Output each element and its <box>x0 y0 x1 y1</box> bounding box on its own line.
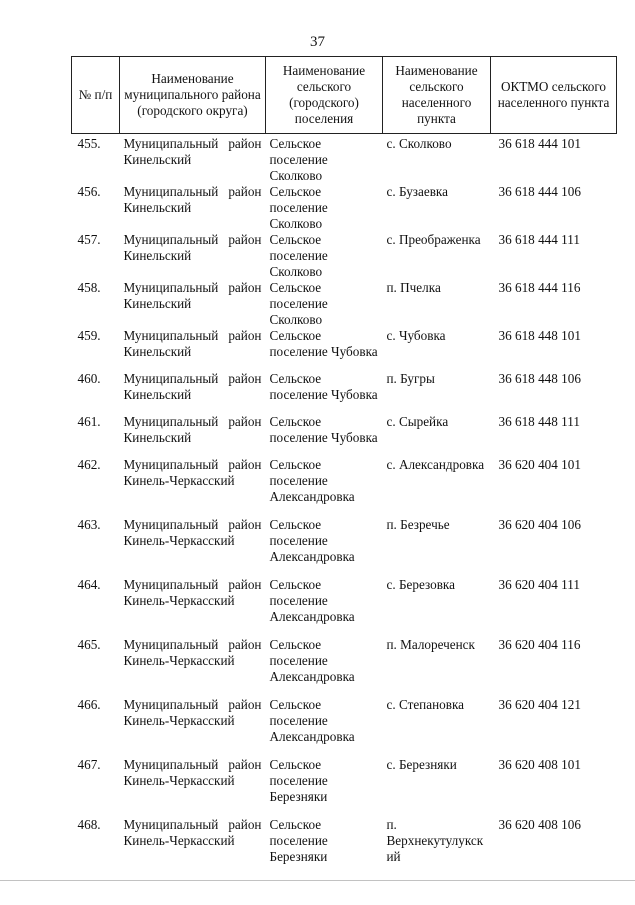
table-row <box>72 637 617 697</box>
cell-oktmo: 36 620 404 121 <box>498 697 581 712</box>
cell-district: Муниципальный район Кинельский <box>123 280 262 311</box>
cell-num: 462. <box>77 457 101 472</box>
cell-oktmo: 36 620 404 106 <box>498 517 581 532</box>
cell-locality: п. Малореченск <box>386 637 475 652</box>
table-header <box>72 57 617 134</box>
header-settlement: Наименование сельского (городского) поселения <box>266 57 383 134</box>
scan-artifact-line <box>0 880 635 881</box>
table-row <box>72 414 617 457</box>
settlements-table <box>71 56 617 877</box>
header-row <box>72 57 617 134</box>
cell-district: Муниципальный район Кинель-Черкасский <box>123 757 262 788</box>
table-row <box>72 184 617 232</box>
cell-settlement: Сельское поселение Чубовка <box>269 328 378 359</box>
header-district: Наименование муниципального района (городского округа) <box>120 57 266 134</box>
cell-settlement: Сельское поселение Чубовка <box>269 414 378 445</box>
header-oktmo: ОКТМО сельского населенного пункта <box>491 57 617 134</box>
cell-district: Муниципальный район Кинель-Черкасский <box>123 457 262 488</box>
cell-oktmo: 36 618 448 106 <box>498 371 581 386</box>
cell-district: Муниципальный район Кинельский <box>123 136 262 167</box>
table-row <box>72 757 617 817</box>
cell-oktmo: 36 620 404 111 <box>498 577 580 592</box>
cell-oktmo: 36 618 444 106 <box>498 184 581 199</box>
cell-num: 460. <box>77 371 101 386</box>
cell-oktmo: 36 618 444 101 <box>498 136 581 151</box>
cell-oktmo: 36 618 448 111 <box>498 414 580 429</box>
cell-settlement: Сельское поселение Александровка <box>269 517 355 564</box>
cell-locality: п. Безречье <box>386 517 450 532</box>
cell-num: 468. <box>77 817 101 832</box>
cell-num: 464. <box>77 577 101 592</box>
cell-settlement: Сельское поселение Александровка <box>269 457 355 504</box>
header-num: № п/п <box>72 57 120 134</box>
cell-district: Муниципальный район Кинельский <box>123 232 262 263</box>
cell-settlement: Сельское поселение Сколково <box>269 232 328 279</box>
cell-oktmo: 36 620 404 101 <box>498 457 581 472</box>
cell-locality: п. Пчелка <box>386 280 441 295</box>
cell-locality: с. Сколково <box>386 136 452 151</box>
table-row <box>72 371 617 414</box>
cell-num: 459. <box>77 328 101 343</box>
cell-district: Муниципальный район Кинельский <box>123 414 262 445</box>
cell-settlement: Сельское поселение Александровка <box>269 577 355 624</box>
cell-locality: с. Сырейка <box>386 414 449 429</box>
cell-oktmo: 36 618 444 116 <box>498 280 581 295</box>
cell-oktmo: 36 620 404 116 <box>498 637 581 652</box>
cell-locality: с. Александровка <box>386 457 485 472</box>
cell-settlement: Сельское поселение Березняки <box>269 757 328 804</box>
cell-settlement: Сельское поселение Александровка <box>269 637 355 684</box>
cell-district: Муниципальный район Кинельский <box>123 184 262 215</box>
cell-locality: с. Чубовка <box>386 328 446 343</box>
page-number: 37 <box>310 34 325 50</box>
cell-district: Муниципальный район Кинель-Черкасский <box>123 817 262 848</box>
cell-settlement: Сельское поселение Сколково <box>269 280 328 327</box>
cell-locality: с. Степановка <box>386 697 465 712</box>
cell-num: 466. <box>77 697 101 712</box>
cell-settlement: Сельское поселение Сколково <box>269 136 328 183</box>
table-row <box>72 328 617 371</box>
cell-settlement: Сельское поселение Чубовка <box>269 371 378 402</box>
header-locality: Наименование сельского населенного пункта <box>383 57 491 134</box>
cell-oktmo: 36 620 408 106 <box>498 817 581 832</box>
table-row <box>72 232 617 280</box>
cell-district: Муниципальный район Кинель-Черкасский <box>123 517 262 548</box>
cell-num: 461. <box>77 414 101 429</box>
cell-oktmo: 36 618 444 111 <box>498 232 580 247</box>
cell-num: 463. <box>77 517 101 532</box>
cell-locality: с. Бузаевка <box>386 184 448 199</box>
cell-num: 456. <box>77 184 101 199</box>
table-row <box>72 457 617 517</box>
cell-district: Муниципальный район Кинельский <box>123 328 262 359</box>
cell-settlement: Сельское поселение Александровка <box>269 697 355 744</box>
table-row <box>72 817 617 877</box>
cell-num: 458. <box>77 280 101 295</box>
table-row <box>72 134 617 185</box>
cell-oktmo: 36 618 448 101 <box>498 328 581 343</box>
cell-num: 465. <box>77 637 101 652</box>
cell-locality: п. Бугры <box>386 371 435 386</box>
table-row <box>72 697 617 757</box>
cell-oktmo: 36 620 408 101 <box>498 757 581 772</box>
cell-num: 457. <box>77 232 101 247</box>
cell-num: 467. <box>77 757 101 772</box>
cell-district: Муниципальный район Кинель-Черкасский <box>123 577 262 608</box>
cell-locality: с. Березняки <box>386 757 457 772</box>
cell-district: Муниципальный район Кинельский <box>123 371 262 402</box>
cell-locality: с. Преображенка <box>386 232 481 247</box>
table-row <box>72 280 617 328</box>
table-row <box>72 517 617 577</box>
table-row <box>72 577 617 637</box>
cell-settlement: Сельское поселение Сколково <box>269 184 328 231</box>
cell-settlement: Сельское поселение Березняки <box>269 817 328 864</box>
cell-locality: п. Верхнекутулукский <box>386 817 484 864</box>
table-body <box>72 134 617 878</box>
cell-district: Муниципальный район Кинель-Черкасский <box>123 697 262 728</box>
cell-num: 455. <box>77 136 101 151</box>
cell-locality: с. Березовка <box>386 577 455 592</box>
cell-district: Муниципальный район Кинель-Черкасский <box>123 637 262 668</box>
